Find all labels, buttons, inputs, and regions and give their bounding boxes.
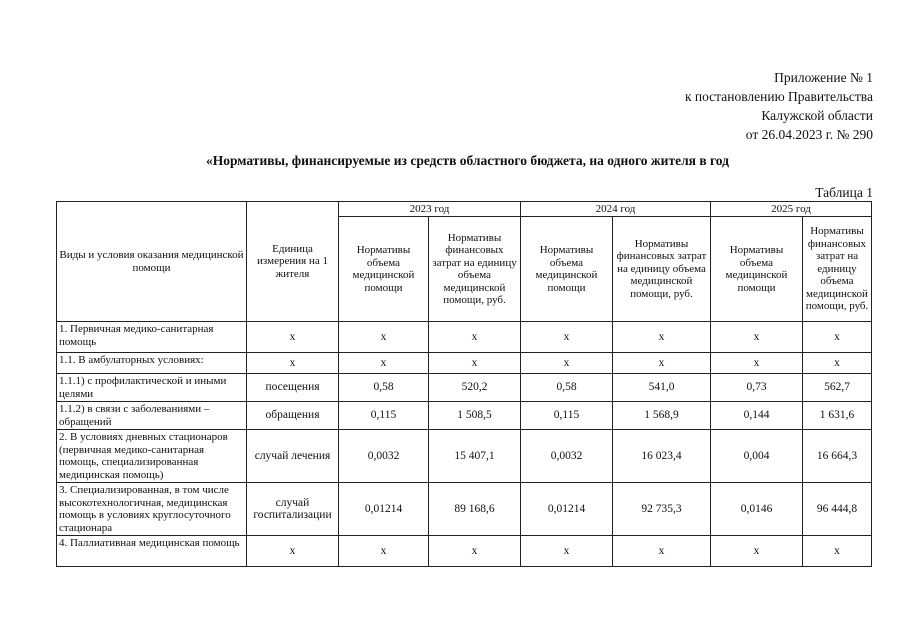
document-title: «Нормативы, финансируемые из средств областного бюджета, на одного жителя в год bbox=[206, 153, 729, 168]
row-name: 4. Паллиативная медицинская помощь bbox=[57, 536, 247, 567]
header-volume-2025: Нормативы объема медицинской помощи bbox=[711, 217, 803, 322]
cell-value: 541,0 bbox=[613, 374, 711, 402]
cell-value: х bbox=[803, 322, 872, 353]
cell-value: 0,004 bbox=[711, 430, 803, 483]
row-name: 1.1.2) в связи с заболеваниями – обращений bbox=[57, 402, 247, 430]
cell-value: х bbox=[429, 322, 521, 353]
row-unit: случай госпитализации bbox=[247, 483, 339, 536]
header-volume-2024: Нормативы объема медицинской помощи bbox=[521, 217, 613, 322]
row-name: 2. В условиях дневных стационаров (первичная медико-санитарная помощь, специализированная медицинская помощь) bbox=[57, 430, 247, 483]
table-row bbox=[57, 322, 872, 353]
row-name: 1.1. В амбулаторных условиях: bbox=[57, 353, 247, 374]
cell-value: 0,115 bbox=[521, 402, 613, 430]
cell-value: х bbox=[613, 353, 711, 374]
cell-value: х bbox=[429, 353, 521, 374]
cell-value: х bbox=[429, 536, 521, 567]
row-unit: х bbox=[247, 536, 339, 567]
cell-value: х bbox=[521, 353, 613, 374]
cell-value: 0,01214 bbox=[521, 483, 613, 536]
header-year-2025: 2025 год bbox=[711, 202, 872, 217]
header-volume-2023: Нормативы объема медицинской помощи bbox=[339, 217, 429, 322]
row-name: 3. Специализированная, в том числе высокотехнологичная, медицинская помощь в условиях круглосуточного стационара bbox=[57, 483, 247, 536]
norms-table bbox=[56, 201, 872, 567]
cell-value: 0,115 bbox=[339, 402, 429, 430]
cell-value: х bbox=[711, 536, 803, 567]
cell-value: 15 407,1 bbox=[429, 430, 521, 483]
row-unit: х bbox=[247, 322, 339, 353]
row-name: 1. Первичная медико-санитарная помощь bbox=[57, 322, 247, 353]
row-unit: х bbox=[247, 353, 339, 374]
row-unit: обращения bbox=[247, 402, 339, 430]
region-name: Калужской области bbox=[761, 108, 873, 123]
cell-value: 16 023,4 bbox=[613, 430, 711, 483]
table-row bbox=[57, 430, 872, 483]
cell-value: х bbox=[339, 322, 429, 353]
header-type: Виды и условия оказания медицинской помощи bbox=[57, 202, 247, 322]
cell-value: х bbox=[339, 536, 429, 567]
cell-value: х bbox=[803, 536, 872, 567]
row-unit: случай лечения bbox=[247, 430, 339, 483]
table-row bbox=[57, 353, 872, 374]
header-year-2023: 2023 год bbox=[339, 202, 521, 217]
table-row bbox=[57, 402, 872, 430]
cell-value: х bbox=[711, 353, 803, 374]
header-cost-2025: Нормативы финансовых затрат на единицу объема медицинской помощи, руб. bbox=[803, 217, 872, 322]
cell-value: 0,144 bbox=[711, 402, 803, 430]
table-label: Таблица 1 bbox=[815, 185, 873, 200]
table-row bbox=[57, 374, 872, 402]
row-unit: посещения bbox=[247, 374, 339, 402]
cell-value: 520,2 bbox=[429, 374, 521, 402]
cell-value: 0,0032 bbox=[521, 430, 613, 483]
header-cost-2024: Нормативы финансовых затрат на единицу объема медицинской помощи, руб. bbox=[613, 217, 711, 322]
header-cost-2023: Нормативы финансовых затрат на единицу объема медицинской помощи, руб. bbox=[429, 217, 521, 322]
cell-value: 0,01214 bbox=[339, 483, 429, 536]
header-year-2024: 2024 год bbox=[521, 202, 711, 217]
cell-value: 0,73 bbox=[711, 374, 803, 402]
cell-value: 1 508,5 bbox=[429, 402, 521, 430]
cell-value: 0,0032 bbox=[339, 430, 429, 483]
cell-value: х bbox=[613, 536, 711, 567]
cell-value: х bbox=[521, 536, 613, 567]
cell-value: х bbox=[613, 322, 711, 353]
cell-value: 16 664,3 bbox=[803, 430, 872, 483]
cell-value: х bbox=[711, 322, 803, 353]
cell-value: 0,58 bbox=[521, 374, 613, 402]
cell-value: 96 444,8 bbox=[803, 483, 872, 536]
cell-value: 1 631,6 bbox=[803, 402, 872, 430]
resolution-reference: к постановлению Правительства bbox=[684, 89, 873, 104]
header-unit: Единица измерения на 1 жителя bbox=[247, 202, 339, 322]
cell-value: 89 168,6 bbox=[429, 483, 521, 536]
cell-value: 562,7 bbox=[803, 374, 872, 402]
document-header bbox=[685, 68, 873, 144]
cell-value: х bbox=[521, 322, 613, 353]
table-row bbox=[57, 483, 872, 536]
appendix-number: Приложение № 1 bbox=[774, 70, 873, 85]
row-name: 1.1.1) с профилактической и иными целями bbox=[57, 374, 247, 402]
table-row bbox=[57, 536, 872, 567]
cell-value: 92 735,3 bbox=[613, 483, 711, 536]
cell-value: 0,0146 bbox=[711, 483, 803, 536]
cell-value: 1 568,9 bbox=[613, 402, 711, 430]
resolution-date: от 26.04.2023 г. № 290 bbox=[745, 127, 873, 142]
cell-value: 0,58 bbox=[339, 374, 429, 402]
cell-value: х bbox=[803, 353, 872, 374]
cell-value: х bbox=[339, 353, 429, 374]
